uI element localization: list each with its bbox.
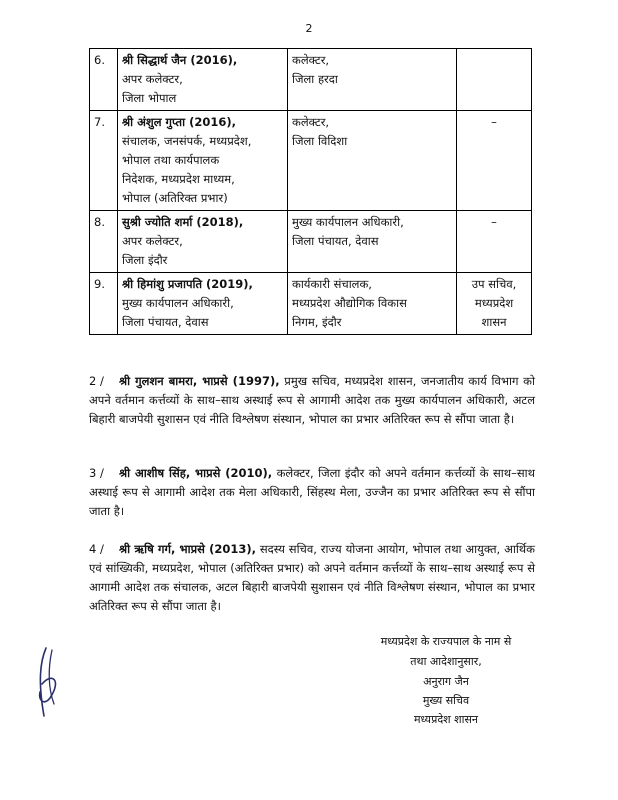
signatory-title: मुख्य सचिव bbox=[422, 694, 470, 707]
current-post-line: अपर कलेक्टर, bbox=[122, 234, 183, 248]
additional-charge-line: उप सचिव, bbox=[471, 277, 517, 291]
officer-name: श्री हिमांशु प्रजापति (2019), bbox=[122, 277, 253, 291]
page-number: 2 bbox=[305, 22, 313, 35]
current-post-line: जिला पंचायत, देवास bbox=[122, 315, 209, 329]
new-post-line: जिला पंचायत, देवास bbox=[292, 234, 379, 248]
signatory-name: अनुराग जैन bbox=[423, 675, 469, 688]
current-post-line: संचालक, जनसंपर्क, मध्यप्रदेश, bbox=[122, 134, 252, 148]
signatory-office: मध्यप्रदेश शासन bbox=[413, 713, 479, 726]
officer-name: सुश्री ज्योति शर्मा (2018), bbox=[122, 215, 244, 229]
paragraph-number: 2 / bbox=[89, 374, 104, 388]
current-post-line: अपर कलेक्टर, bbox=[122, 72, 183, 86]
officer-name-cell bbox=[118, 49, 288, 111]
additional-charge-line: – bbox=[491, 115, 497, 129]
signature-line-1: मध्यप्रदेश के राज्यपाल के नाम से bbox=[380, 635, 512, 648]
paragraph-text: कलेक्टर, जिला इंदौर को अपने वर्तमान कर्त्तव्यों के साथ–साथ अस्थाई रूप से आगामी आदेश तक मेला अधिकारी, सिंहस्थ मेला, उज्जैन का प्रभार अतिरिक्त रूप से सौंपा जाता है। bbox=[89, 466, 535, 518]
additional-charge-line: – bbox=[491, 215, 497, 229]
order-paragraph bbox=[89, 540, 535, 616]
officer-name: श्री आशीष सिंह, भाप्रसे (2010), bbox=[119, 466, 273, 480]
table-row bbox=[90, 111, 532, 211]
row-number: 9. bbox=[90, 273, 118, 335]
additional-charge-cell bbox=[457, 49, 532, 111]
row-number: 7. bbox=[90, 111, 118, 211]
new-post-line: कलेक्टर, bbox=[292, 115, 330, 129]
officer-name-cell bbox=[118, 111, 288, 211]
additional-charge-line: शासन bbox=[481, 315, 507, 329]
officer-name: श्री ऋषि गर्ग, भाप्रसे (2013), bbox=[119, 542, 257, 556]
new-post-cell bbox=[288, 211, 457, 273]
officer-name: श्री अंशुल गुप्ता (2016), bbox=[122, 115, 236, 129]
signature-line-2: तथा आदेशानुसार, bbox=[410, 655, 482, 668]
new-post-cell bbox=[288, 273, 457, 335]
paragraph-text: प्रमुख सचिव, मध्यप्रदेश शासन, जनजातीय कार्य विभाग को अपने वर्तमान कर्त्तव्यों के साथ–साथ अस्थाई रूप से आगामी आदेश तक मुख्य कार्यपालन अधिकारी, अटल बिहारी बाजपेयी सुशासन एवं नीति विश्लेषण संस्थान, भोपाल का प्रभार अतिरिक्त रूप से सौंपा जाता है। bbox=[89, 374, 535, 426]
new-post-cell bbox=[288, 111, 457, 211]
order-paragraph bbox=[89, 372, 535, 429]
current-post-line: भोपाल तथा कार्यपालक bbox=[122, 153, 220, 167]
new-post-line: निगम, इंदौर bbox=[292, 315, 342, 329]
table-row bbox=[90, 273, 532, 335]
officer-name-cell bbox=[118, 273, 288, 335]
new-post-line: मध्यप्रदेश औद्योगिक विकास bbox=[292, 296, 407, 310]
current-post-line: निदेशक, मध्यप्रदेश माध्यम, bbox=[122, 172, 235, 186]
table-row bbox=[90, 211, 532, 273]
table-row bbox=[90, 49, 532, 111]
additional-charge-cell bbox=[457, 211, 532, 273]
initials-scribble bbox=[28, 642, 68, 722]
officer-name-cell bbox=[118, 211, 288, 273]
row-number: 8. bbox=[90, 211, 118, 273]
officer-name: श्री सिद्धार्थ जैन (2016), bbox=[122, 53, 238, 67]
order-paragraph bbox=[89, 464, 535, 521]
new-post-line: कार्यकारी संचालक, bbox=[292, 277, 372, 291]
new-post-line: जिला विदिशा bbox=[292, 134, 348, 148]
additional-charge-line: मध्यप्रदेश bbox=[474, 296, 514, 310]
current-post-line: जिला इंदौर bbox=[122, 253, 168, 267]
new-post-line: कलेक्टर, bbox=[292, 53, 330, 67]
additional-charge-cell bbox=[457, 111, 532, 211]
paragraph-text: सदस्य सचिव, राज्य योजना आयोग, भोपाल तथा आयुक्त, आर्थिक एवं सांख्यिकी, मध्यप्रदेश, भोपाल (अतिरिक्त प्रभार) को अपने वर्तमान कर्त्तव्यों के साथ–साथ अस्थाई रूप से आगामी आदेश तक संचालक, अटल बिहारी बाजपेयी सुशासन एवं नीति विश्लेषण संस्थान, भोपाल का प्रभार अतिरिक्त रूप से सौंपा जाता है। bbox=[89, 542, 535, 613]
new-post-line: जिला हरदा bbox=[292, 72, 338, 86]
row-number: 6. bbox=[90, 49, 118, 111]
paragraph-number: 4 / bbox=[89, 542, 104, 556]
current-post-line: मुख्य कार्यपालन अधिकारी, bbox=[122, 296, 234, 310]
new-post-line: मुख्य कार्यपालन अधिकारी, bbox=[292, 215, 404, 229]
officer-table bbox=[89, 48, 532, 335]
new-post-cell bbox=[288, 49, 457, 111]
additional-charge-cell bbox=[457, 273, 532, 335]
current-post-line: भोपाल (अतिरिक्त प्रभार) bbox=[122, 191, 228, 205]
current-post-line: जिला भोपाल bbox=[122, 91, 177, 105]
officer-name: श्री गुलशन बामरा, भाप्रसे (1997), bbox=[119, 374, 280, 388]
paragraph-number: 3 / bbox=[89, 466, 104, 480]
